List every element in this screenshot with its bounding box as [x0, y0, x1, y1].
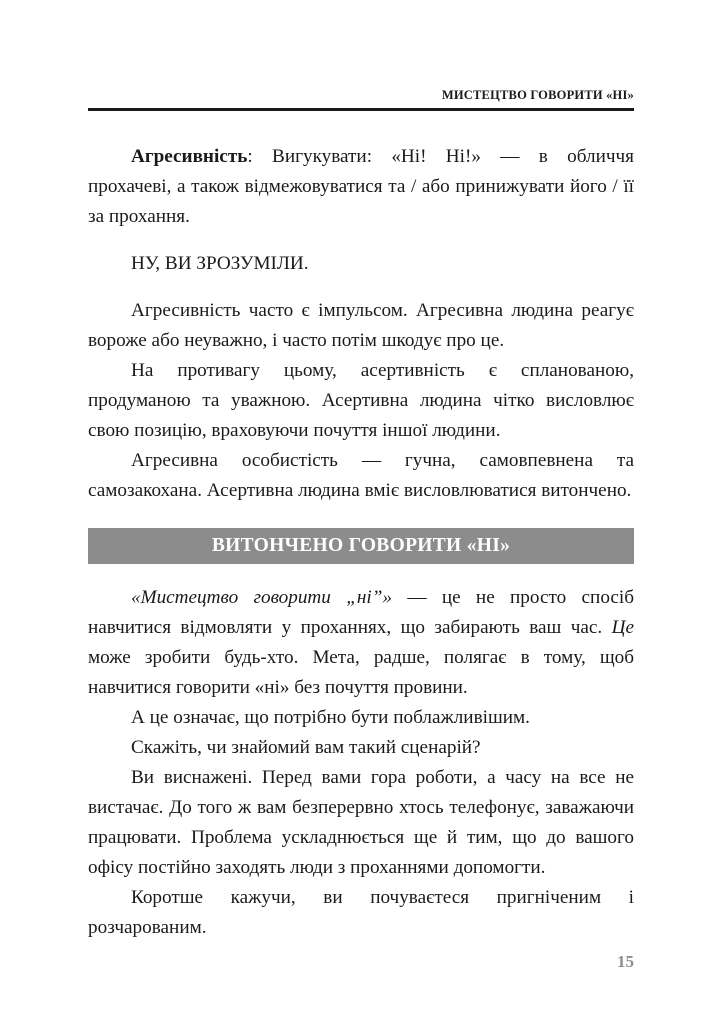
gracefully-saying-no-body	[88, 583, 634, 943]
definition-text: : Вигукувати: «Ні! Ні!» — в обличчя прохачеві, а також відмежовуватися та / або принижувати його / її за прохання.	[88, 146, 634, 227]
understood-text: НУ, ВИ ЗРОЗУМІЛИ.	[131, 253, 309, 274]
emphasis-italic: Це	[611, 617, 634, 638]
paragraph-scenario-question: Скажіть, чи знайомий вам такий сценарій?	[131, 737, 481, 758]
book-title-italic: «Мистецтво говорити „ні”»	[131, 587, 392, 608]
text-fragment: може зробити будь-хто. Мета, радше, полягає в тому, щоб навчитися говорити «ні» без почуття провини.	[88, 647, 634, 698]
paragraph-impulse: Агресивність часто є імпульсом. Агресивна людина реагує вороже або неуважно, і часто потім шкодує про це.	[88, 300, 634, 351]
paragraph-lenient: А це означає, що потрібно бути поблажливішим.	[131, 707, 530, 728]
page-number: 15	[617, 952, 634, 971]
paragraph-aggressive-personality: Агресивна особистість — гучна, самовпевнена та самозакохана. Асертивна людина вміє висловлюватися витончено.	[88, 450, 634, 501]
paragraph-in-short: Коротше кажучи, ви почуваєтеся пригніченим і розчарованим.	[88, 887, 634, 938]
paragraph-assertiveness: На противагу цьому, асертивність є спланованою, продуманою та уважною. Асертивна людина чітко висловлює свою позицію, враховуючи почуття іншої людини.	[88, 360, 634, 441]
paragraph-aggressiveness-definition	[88, 142, 634, 232]
term-aggressiveness: Агресивність	[131, 146, 248, 167]
aggressiveness-body	[88, 296, 634, 506]
paragraph-understood	[88, 249, 634, 279]
section-heading: ВИТОНЧЕНО ГОВОРИТИ «НІ»	[88, 528, 634, 564]
running-head: МИСТЕЦТВО ГОВОРИТИ «НІ»	[441, 88, 634, 102]
paragraph-art-of-saying-no	[88, 583, 634, 703]
header-rule	[88, 108, 634, 111]
text-fragment: — це не просто спосіб навчитися відмовляти у проханнях, що забирають ваш час.	[88, 587, 634, 638]
paragraph-exhausted: Ви виснажені. Перед вами гора роботи, а часу на все не вистачає. До того ж вам безперервно хтось телефонує, заважаючи працювати. Проблема ускладнюється ще й тим, що до вашого офісу постійно заходять люди з проханнями допомогти.	[88, 767, 634, 878]
